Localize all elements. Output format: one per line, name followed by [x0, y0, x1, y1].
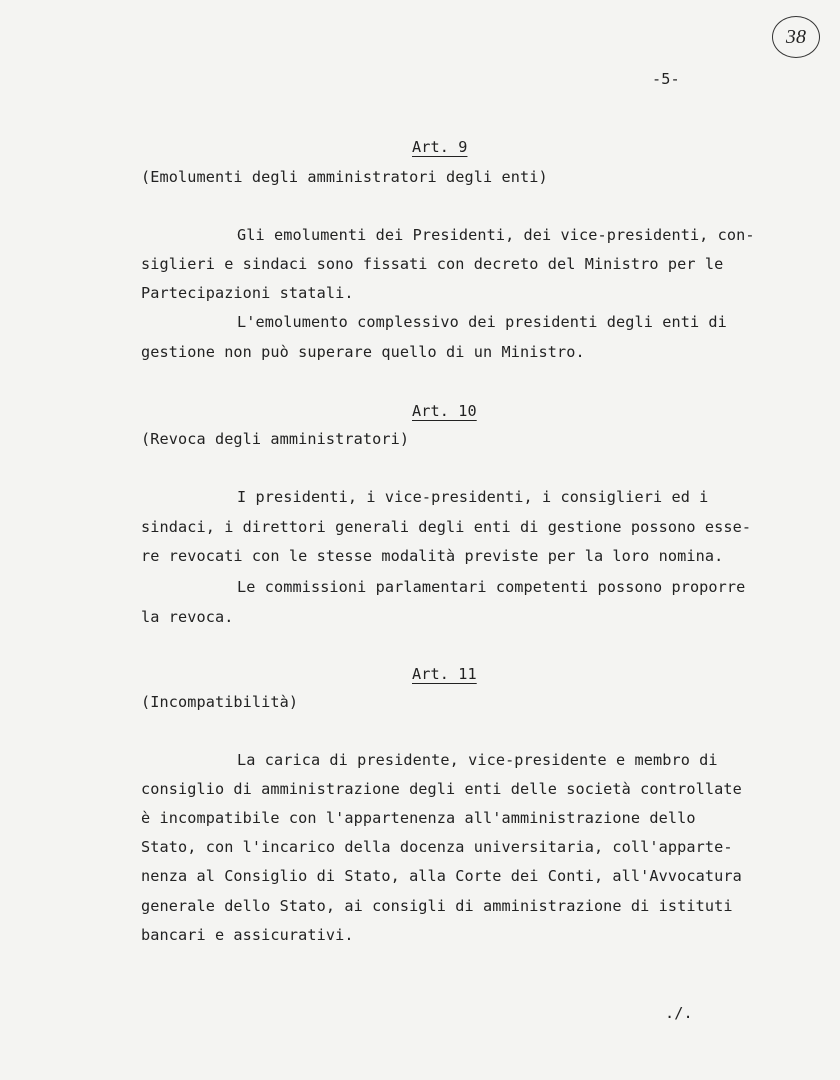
article-10-heading: Art. 10	[412, 402, 477, 420]
article-11-line: Stato, con l'incarico della docenza universitaria, coll'apparte-	[141, 838, 733, 856]
article-11-line: nenza al Consiglio di Stato, alla Corte dei Conti, all'Avvocatura	[141, 867, 742, 885]
article-10-subtitle: (Revoca degli amministratori)	[141, 430, 410, 448]
article-9-line: Partecipazioni statali.	[141, 284, 354, 302]
continuation-mark: ./.	[665, 1004, 693, 1022]
article-11-line: generale dello Stato, ai consigli di amministrazione di istituti	[141, 897, 733, 915]
article-11-line: bancari e assicurativi.	[141, 926, 354, 944]
article-11-line: è incompatibile con l'appartenenza all'amministrazione dello	[141, 809, 696, 827]
article-9-line: siglieri e sindaci sono fissati con decreto del Ministro per le	[141, 255, 724, 273]
article-11-line: La carica di presidente, vice-presidente e membro di	[237, 751, 718, 769]
article-11-line: consiglio di amministrazione degli enti delle società controllate	[141, 780, 742, 798]
page-number: -5-	[652, 70, 680, 88]
article-11-subtitle: (Incompatibilità)	[141, 693, 299, 711]
article-9-heading: Art. 9	[412, 138, 468, 156]
article-11-heading: Art. 11	[412, 665, 477, 683]
article-9-line: Gli emolumenti dei Presidenti, dei vice-presidenti, con-	[237, 226, 755, 244]
article-10-line: re revocati con le stesse modalità previste per la loro nomina.	[141, 547, 724, 565]
article-10-line: la revoca.	[141, 608, 234, 626]
article-10-line: Le commissioni parlamentari competenti possono proporre	[237, 578, 746, 596]
page-stamp: 38	[772, 16, 820, 58]
article-10-line: I presidenti, i vice-presidenti, i consiglieri ed i	[237, 488, 709, 506]
article-10-line: sindaci, i direttori generali degli enti di gestione possono esse-	[141, 518, 752, 536]
article-9-line: gestione non può superare quello di un Ministro.	[141, 343, 585, 361]
article-9-line: L'emolumento complessivo dei presidenti degli enti di	[237, 313, 727, 331]
article-9-subtitle: (Emolumenti degli amministratori degli enti)	[141, 168, 548, 186]
